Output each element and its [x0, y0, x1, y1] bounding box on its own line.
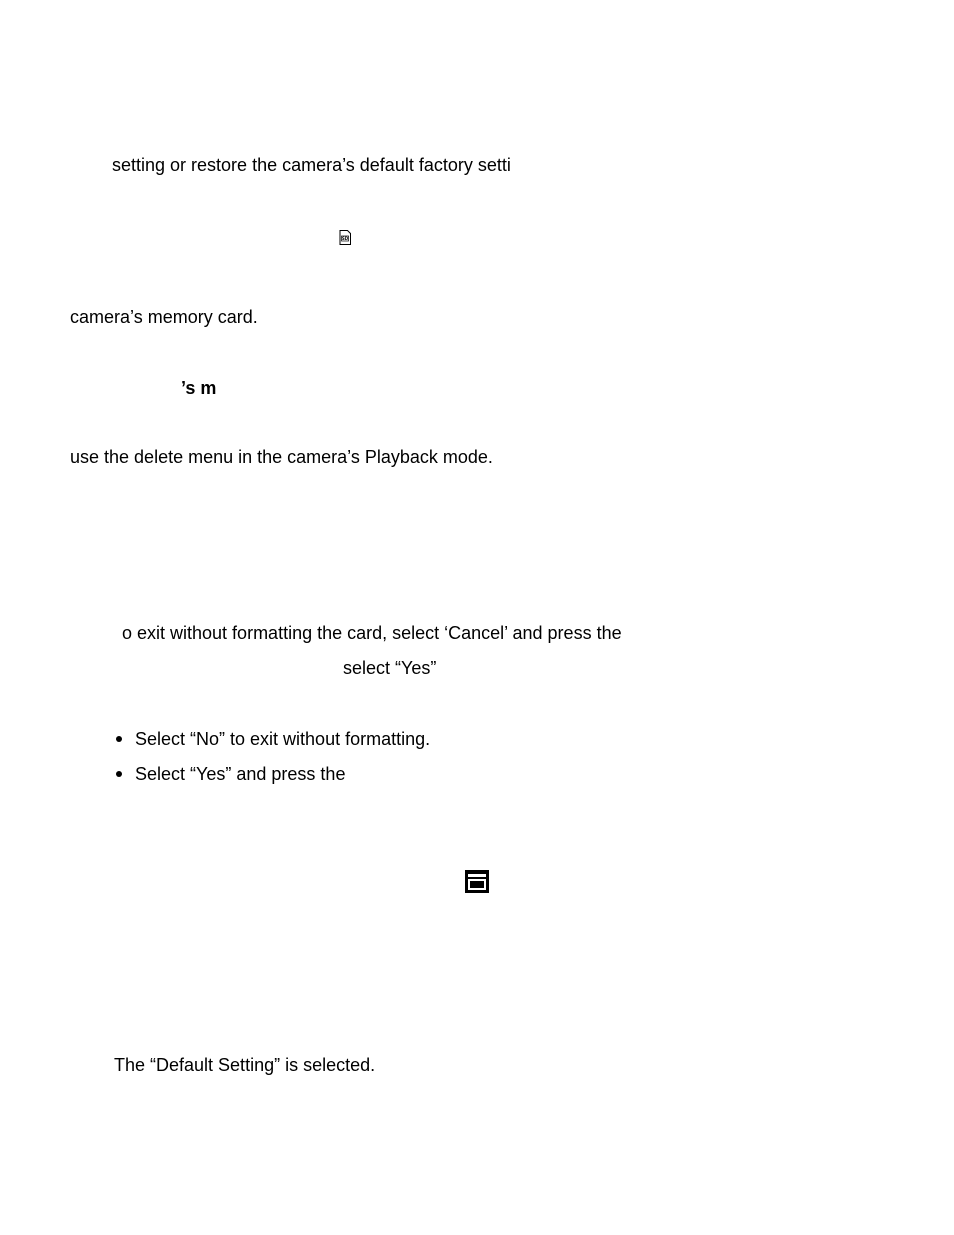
bullet-dot [116, 771, 122, 777]
bullet-item-no: Select “No” to exit without formatting. [135, 729, 431, 749]
svg-text:SD: SD [341, 236, 349, 242]
text-setting-restore: setting or restore the camera’s default factory setti [112, 155, 511, 175]
window-icon [465, 870, 489, 893]
text-default-setting: The “Default Setting” is selected. [114, 1055, 376, 1075]
text-exit-cancel: o exit without formatting the card, select ‘Cancel’ and press the [122, 623, 622, 643]
text-select-yes: select “Yes” [343, 658, 437, 678]
text-memory-card: camera’s memory card. [70, 307, 258, 327]
sd-card-icon [339, 230, 351, 245]
bullet-item-yes: Select “Yes” and press the [135, 764, 346, 784]
heading-fragment: ’s m [181, 378, 217, 398]
bullet-dot [116, 736, 122, 742]
text-delete-menu: use the delete menu in the camera’s Playback mode. [70, 447, 493, 467]
